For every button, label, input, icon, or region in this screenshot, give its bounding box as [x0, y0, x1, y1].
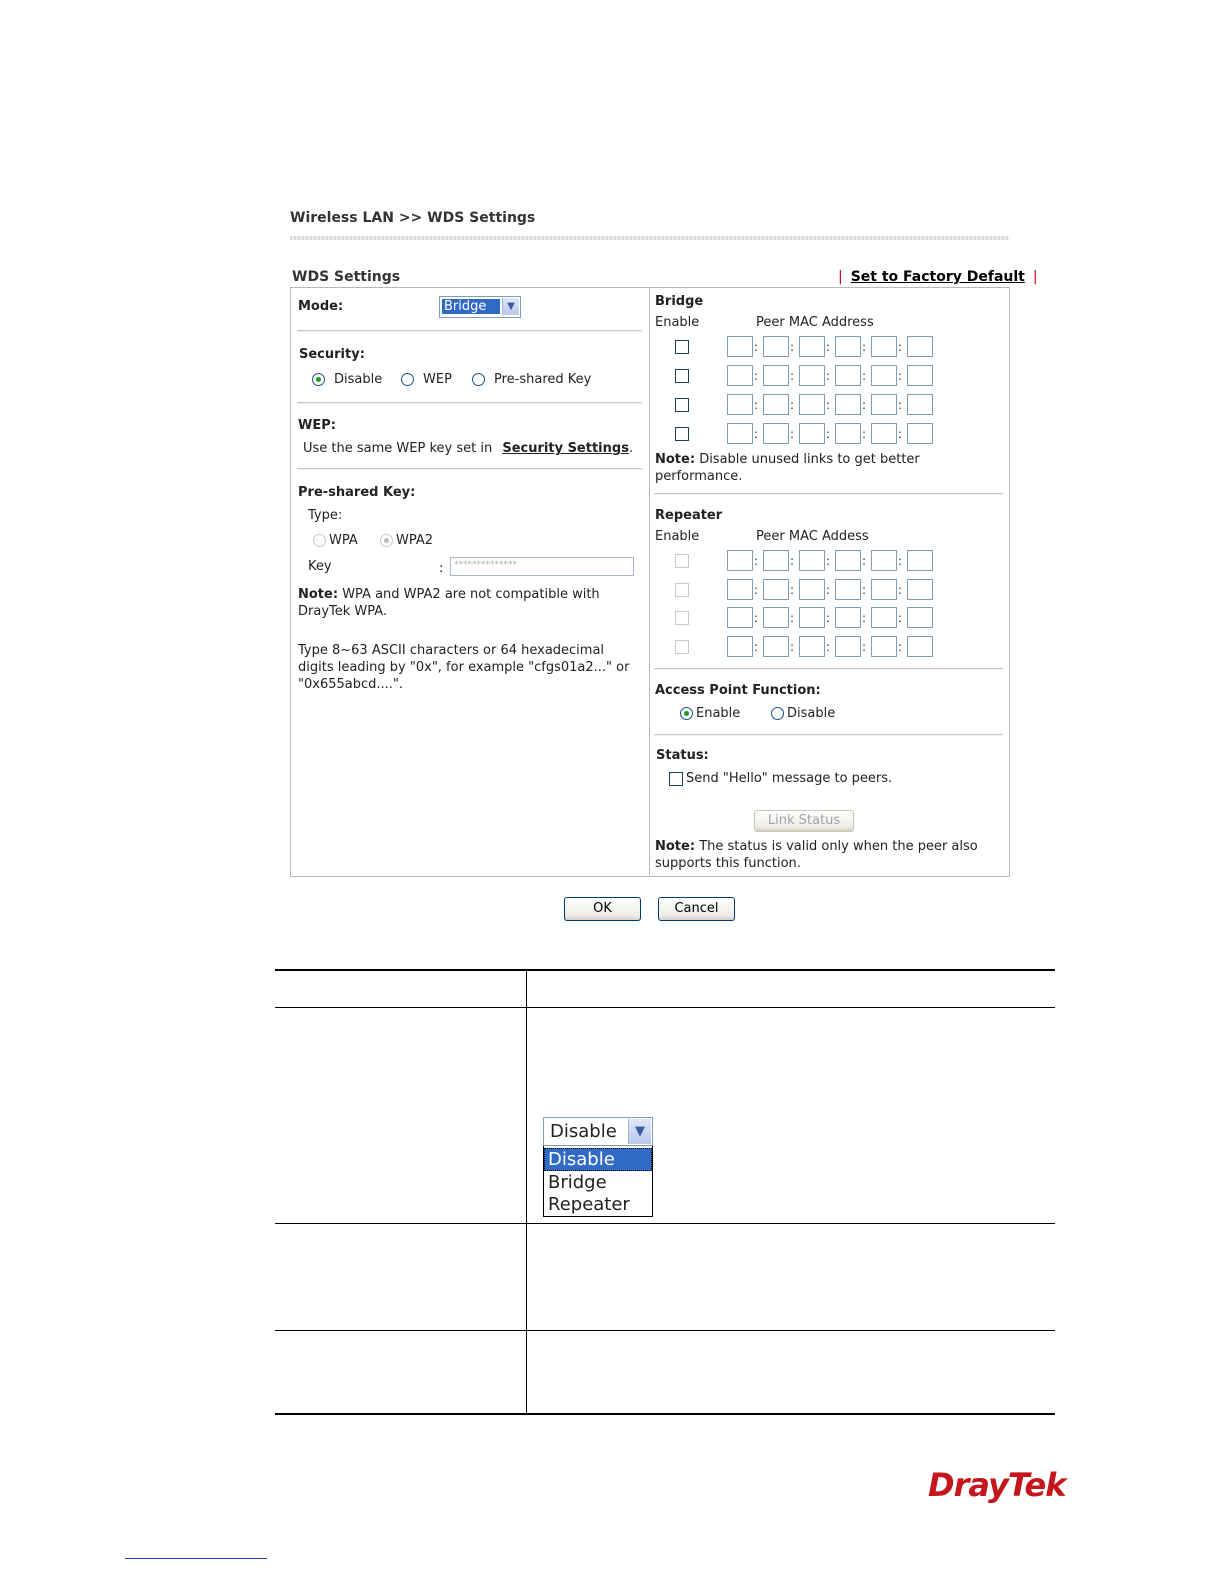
factory-default-area [838, 269, 1038, 285]
key-format-note [298, 642, 629, 693]
table-header-rule [275, 1007, 1055, 1008]
key-colon: : [439, 561, 444, 576]
mac-separator: : [754, 582, 759, 597]
mode-option-bridge[interactable]: Bridge [548, 1172, 607, 1193]
chevron-down-icon[interactable]: ▼ [502, 298, 519, 315]
chevron-down-icon[interactable]: ▼ [628, 1119, 651, 1144]
mac-separator: : [790, 611, 795, 625]
mac-separator: : [790, 582, 795, 597]
mac-separator: : [826, 398, 831, 412]
key-format-line2: digits leading by "0x", for example "cfgs01a2..." or [298, 660, 630, 675]
bridge-enable-checkbox[interactable] [675, 369, 689, 383]
bridge-mac-octet-input[interactable] [835, 423, 861, 444]
bridge-mac-octet-input[interactable] [871, 336, 897, 357]
repeater-mac-octet-input[interactable] [835, 579, 861, 600]
ap-function-label: Access Point Function: [655, 683, 821, 698]
wep-description: Use the same WEP key set in [303, 441, 493, 456]
ok-button[interactable]: OK [564, 897, 641, 921]
mac-separator: : [862, 554, 867, 568]
ap-disable-label: Disable [787, 706, 836, 721]
bridge-note-label: Note: [655, 452, 696, 467]
mac-separator: : [898, 554, 903, 568]
separator-left: | [838, 269, 843, 285]
bridge-mac-octet-input[interactable] [835, 365, 861, 386]
security-label: Security: [299, 347, 365, 362]
mode-select[interactable] [439, 296, 521, 318]
bridge-enable-checkbox[interactable] [675, 427, 689, 441]
bridge-note-line2: performance. [655, 469, 743, 484]
type-wpa-label: WPA [329, 533, 358, 548]
mac-separator: : [862, 427, 867, 441]
mac-separator: : [790, 639, 795, 654]
mac-separator: : [826, 639, 831, 654]
repeater-mac-octet-input[interactable] [871, 607, 897, 628]
divider [654, 734, 1003, 736]
mac-separator: : [826, 427, 831, 441]
mac-separator: : [898, 611, 903, 625]
type-label: Type: [308, 508, 343, 523]
divider [654, 493, 1003, 495]
bridge-mac-octet-input[interactable] [907, 365, 933, 386]
repeater-mac-octet-input[interactable] [835, 550, 861, 571]
mac-separator: : [898, 582, 903, 597]
bridge-mac-octet-input[interactable] [727, 394, 753, 415]
mode-option-disable[interactable]: Disable [544, 1148, 652, 1171]
repeater-mac-octet-input[interactable] [799, 550, 825, 571]
bridge-enable-header: Enable [655, 315, 700, 330]
mode-label: Mode: [298, 299, 344, 314]
pre-shared-key-label: Pre-shared Key: [298, 485, 416, 500]
security-wep-radio[interactable] [401, 373, 414, 386]
bridge-mac-octet-input[interactable] [907, 336, 933, 357]
repeater-mac-octet-input[interactable] [763, 636, 789, 657]
key-format-line3: "0x655abcd....". [298, 677, 404, 692]
ap-disable-radio[interactable] [771, 707, 784, 720]
send-hello-checkbox[interactable] [669, 772, 683, 786]
bridge-mac-octet-input[interactable] [727, 423, 753, 444]
security-disable-label: Disable [334, 372, 383, 387]
ap-enable-radio[interactable] [680, 707, 693, 720]
footer-rule [125, 1558, 267, 1559]
repeater-enable-checkbox[interactable] [675, 554, 689, 568]
bridge-note [655, 451, 920, 485]
key-format-line1: Type 8~63 ASCII characters or 64 hexadecimal [298, 643, 605, 658]
repeater-enable-checkbox[interactable] [675, 611, 689, 625]
repeater-mac-octet-input[interactable] [907, 579, 933, 600]
mac-separator: : [862, 611, 867, 625]
mac-separator: : [898, 639, 903, 654]
repeater-enable-checkbox[interactable] [675, 583, 689, 597]
link-status-button[interactable]: Link Status [754, 810, 854, 832]
bridge-mac-octet-input[interactable] [871, 365, 897, 386]
bridge-mac-octet-input[interactable] [763, 423, 789, 444]
mac-separator: : [790, 369, 795, 383]
mac-separator: : [826, 369, 831, 383]
bridge-mac-octet-input[interactable] [907, 394, 933, 415]
bridge-mac-octet-input[interactable] [835, 336, 861, 357]
status-note-label: Note: [655, 839, 696, 854]
mac-separator: : [754, 639, 759, 654]
mac-separator: : [898, 340, 903, 354]
repeater-mac-octet-input[interactable] [907, 636, 933, 657]
mac-separator: : [790, 427, 795, 441]
bridge-mac-octet-input[interactable] [763, 394, 789, 415]
note-text-line1: WPA and WPA2 are not compatible with [342, 587, 600, 602]
security-psk-radio[interactable] [472, 373, 485, 386]
bridge-mac-octet-input[interactable] [871, 394, 897, 415]
section-title: WDS Settings [292, 269, 401, 285]
mac-separator: : [790, 398, 795, 412]
status-note [655, 838, 978, 872]
bridge-enable-checkbox[interactable] [675, 340, 689, 354]
bridge-mac-octet-input[interactable] [799, 394, 825, 415]
repeater-mac-octet-input[interactable] [871, 636, 897, 657]
repeater-mac-octet-input[interactable] [907, 607, 933, 628]
bridge-mac-octet-input[interactable] [727, 336, 753, 357]
repeater-peer-mac-header: Peer MAC Addess [756, 529, 869, 544]
mac-separator: : [754, 554, 759, 568]
table-column-divider [526, 971, 527, 1414]
mac-separator: : [862, 582, 867, 597]
mode-select-value: Bridge [442, 299, 500, 314]
breadcrumb: Wireless LAN >> WDS Settings [290, 210, 536, 226]
separator-right: | [1032, 269, 1038, 285]
note-text-line2: DrayTek WPA. [298, 604, 388, 619]
mac-separator: : [898, 398, 903, 412]
mac-separator: : [754, 369, 759, 383]
mac-separator: : [898, 427, 903, 441]
mac-separator: : [862, 639, 867, 654]
type-wpa-radio[interactable] [313, 534, 326, 547]
security-settings-link[interactable]: Security Settings [502, 441, 629, 456]
wep-text [303, 441, 633, 456]
divider [654, 668, 1003, 670]
bridge-enable-checkbox[interactable] [675, 398, 689, 412]
repeater-mac-octet-input[interactable] [835, 607, 861, 628]
cancel-button[interactable]: Cancel [658, 897, 735, 921]
breadcrumb-divider [290, 236, 1009, 240]
type-wpa2-label: WPA2 [396, 533, 434, 548]
status-note-line1: The status is valid only when the peer also [699, 839, 978, 854]
status-label: Status: [656, 748, 709, 763]
bridge-mac-octet-input[interactable] [907, 423, 933, 444]
mac-separator: : [754, 427, 759, 441]
wpa-note [298, 586, 600, 620]
panel-column-divider [649, 288, 650, 875]
mac-separator: : [754, 340, 759, 354]
mode-dropdown-list [543, 1146, 653, 1217]
mode-dropdown-illustration[interactable] [543, 1117, 653, 1146]
send-hello-label: Send "Hello" message to peers. [686, 771, 893, 786]
mode-dropdown-current: Disable [550, 1121, 617, 1142]
mac-separator: : [790, 554, 795, 568]
security-psk-label: Pre-shared Key [494, 372, 592, 387]
repeater-mac-octet-input[interactable] [799, 636, 825, 657]
divider [297, 468, 642, 470]
repeater-mac-octet-input[interactable] [727, 607, 753, 628]
repeater-mac-octet-input[interactable] [907, 550, 933, 571]
security-wep-label: WEP [423, 372, 452, 387]
mac-separator: : [754, 398, 759, 412]
bridge-label: Bridge [655, 294, 704, 309]
repeater-label: Repeater [655, 508, 723, 523]
status-note-line2: supports this function. [655, 856, 801, 871]
mac-separator: : [862, 369, 867, 383]
mode-option-repeater[interactable]: Repeater [548, 1194, 630, 1215]
mac-separator: : [862, 340, 867, 354]
repeater-mac-octet-input[interactable] [799, 607, 825, 628]
ap-enable-label: Enable [696, 706, 741, 721]
bridge-mac-octet-input[interactable] [871, 423, 897, 444]
note-label: Note: [298, 587, 339, 602]
bridge-mac-octet-input[interactable] [799, 365, 825, 386]
bridge-mac-octet-input[interactable] [799, 423, 825, 444]
bridge-note-line1: Disable unused links to get better [699, 452, 920, 467]
key-label: Key [308, 559, 332, 574]
repeater-enable-checkbox[interactable] [675, 640, 689, 654]
repeater-mac-octet-input[interactable] [763, 607, 789, 628]
mac-separator: : [826, 582, 831, 597]
mac-separator: : [826, 554, 831, 568]
security-disable-radio[interactable] [312, 373, 325, 386]
bridge-peer-mac-header: Peer MAC Address [756, 315, 874, 330]
table-top-rule [275, 969, 1055, 971]
wep-label: WEP: [298, 418, 336, 433]
repeater-mac-octet-input[interactable] [871, 579, 897, 600]
mac-separator: : [826, 611, 831, 625]
table-bottom-rule [275, 1413, 1055, 1415]
table-row-rule [275, 1223, 1055, 1224]
table-row-rule [275, 1330, 1055, 1331]
mac-separator: : [898, 369, 903, 383]
bridge-mac-octet-input[interactable] [763, 336, 789, 357]
divider [297, 330, 642, 332]
repeater-mac-octet-input[interactable] [835, 636, 861, 657]
mac-separator: : [826, 340, 831, 354]
repeater-mac-octet-input[interactable] [727, 636, 753, 657]
set-to-factory-default-link[interactable]: Set to Factory Default [850, 269, 1025, 285]
repeater-mac-octet-input[interactable] [763, 550, 789, 571]
bridge-mac-octet-input[interactable] [799, 336, 825, 357]
repeater-mac-octet-input[interactable] [727, 550, 753, 571]
mac-separator: : [862, 398, 867, 412]
bridge-mac-octet-input[interactable] [835, 394, 861, 415]
repeater-mac-octet-input[interactable] [799, 579, 825, 600]
key-input[interactable]: ************** [450, 557, 634, 576]
repeater-mac-octet-input[interactable] [763, 579, 789, 600]
repeater-enable-header: Enable [655, 529, 700, 544]
mac-separator: : [790, 340, 795, 354]
repeater-mac-octet-input[interactable] [727, 579, 753, 600]
divider [297, 402, 642, 404]
bridge-mac-octet-input[interactable] [727, 365, 753, 386]
mac-separator: : [754, 611, 759, 625]
wep-period: . [628, 441, 634, 456]
bridge-mac-octet-input[interactable] [763, 365, 789, 386]
draytek-logo: DrayTek [928, 1466, 1066, 1504]
repeater-mac-octet-input[interactable] [871, 550, 897, 571]
type-wpa2-radio[interactable] [380, 534, 393, 547]
